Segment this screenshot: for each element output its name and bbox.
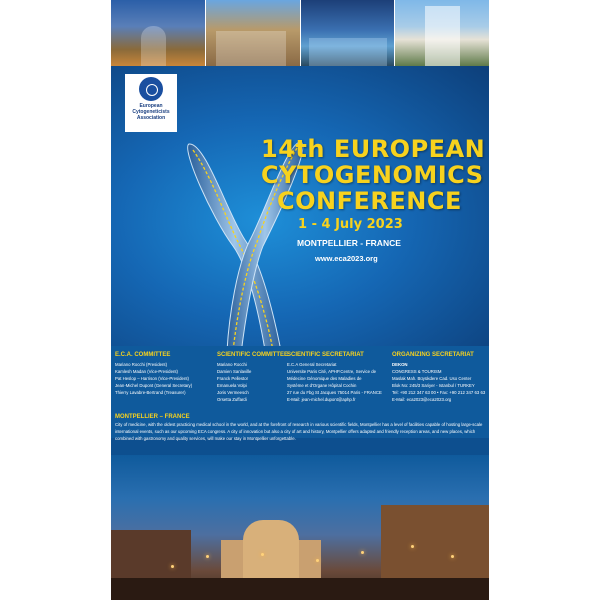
scientific-secretariat-heading: SCIENTIFIC SECRETARIAT <box>287 352 364 358</box>
dekon-logo: DEKON <box>392 362 408 367</box>
title-line-1: 14th EUROPEAN <box>261 135 486 163</box>
eca-member: Mariano Rocchi (President) <box>115 362 168 367</box>
scientific-member: Emanuela Volpi <box>217 383 247 388</box>
conference-poster <box>111 0 489 600</box>
montpellier-description: City of medicine, with the oldest practicing medical school in the world, and at the forefront of research in various scientific fields, Montpellier has a level of facilities capable of hosting large-scale international events, such as our upcoming ECA congress. A city of innovation but also a city of art and history, Montpellier offers adapted and friendly reception areas, and new places, which combined with gastronomy and quality services, will make our stay in Montpellier unforgettable. <box>115 422 483 441</box>
organizing-secretariat-heading: ORGANIZING SECRETARIAT <box>392 352 474 358</box>
secretariat-line: Universite Paris Cité, APHP.Centre, Service de <box>287 369 376 374</box>
organizing-line: Maslak Mah. Büyükdere Cad. Uso Center <box>392 376 472 381</box>
scientific-member: Joris Vermeesch <box>217 390 249 395</box>
organizing-line: Tel: +90 212 347 63 00 • Fax: +90 212 347 63 63 <box>392 390 486 395</box>
eca-logo <box>125 74 177 132</box>
eca-logo-icon <box>139 77 163 101</box>
eca-member: Pat Heslop – Harrison (Vice-President) <box>115 376 189 381</box>
title-line-2: CYTOGENOMICS <box>261 161 484 189</box>
conference-dates: 1 - 4 July 2023 <box>298 217 403 232</box>
scientific-committee <box>217 352 288 403</box>
conference-place: MONTPELLIER - FRANCE <box>297 238 401 248</box>
secretariat-line: Système et d'Organe Hôpital Cochin <box>287 383 357 388</box>
eca-member: Kamlesh Madan (Vice-President) <box>115 369 178 374</box>
secretariat-email[interactable]: E-Mail: jean-michel.dupont@aphp.fr <box>287 397 356 402</box>
montpellier-tree-tower-photo <box>395 0 489 66</box>
scientific-committee-heading: SCIENTIFIC COMMITTEE <box>217 352 288 358</box>
eca-member: Jean-Michel Dupont (General Secretary) <box>115 383 193 388</box>
scientific-member: Orsetta Zuffardi <box>217 397 247 402</box>
eca-logo-text: European Cytogeneticists Association <box>132 103 170 121</box>
scientific-secretariat <box>287 352 382 403</box>
montpellier-night-photo <box>111 455 489 600</box>
title-line-3: CONFERENCE <box>277 187 462 215</box>
eca-member: Thierry Lavabre-Bertrand (Treasurer) <box>115 390 186 395</box>
scientific-member: Damien Sanlaville <box>217 369 252 374</box>
conference-website[interactable]: www.eca2023.org <box>315 254 378 263</box>
hero-section <box>111 66 489 346</box>
montpellier-section <box>115 414 485 442</box>
conference-title <box>261 136 486 214</box>
scientific-member: Franck Pellestor <box>217 376 249 381</box>
montpellier-modern-building-photo <box>301 0 396 66</box>
eca-committee-heading: E.C.A. COMMITTEE <box>115 352 171 358</box>
secretariat-line: E.C.A General Secretariat <box>287 362 337 367</box>
organizing-secretariat <box>392 352 485 403</box>
secretariat-line: 27 rue du Fbg St Jacques 75014 Paris - FRANCE <box>287 390 382 395</box>
scientific-member: Mariano Rocchi <box>217 362 247 367</box>
dekon-logo-subtitle: CONGRESS & TOURISM <box>392 369 442 374</box>
organizing-line: Blok No: 245/3 Sariyer - Istanbul / TURKEY <box>392 383 475 388</box>
montpellier-fountain-photo <box>111 0 206 66</box>
photo-strip <box>111 0 489 66</box>
eca-committee <box>115 352 192 396</box>
secretariat-line: Médecine Génomique des Maladies de <box>287 376 362 381</box>
montpellier-arcade-photo <box>206 0 301 66</box>
montpellier-heading: MONTPELLIER – FRANCE <box>115 414 190 420</box>
organizing-email[interactable]: E-Mail: eca2023@eca2023.org <box>392 397 452 402</box>
